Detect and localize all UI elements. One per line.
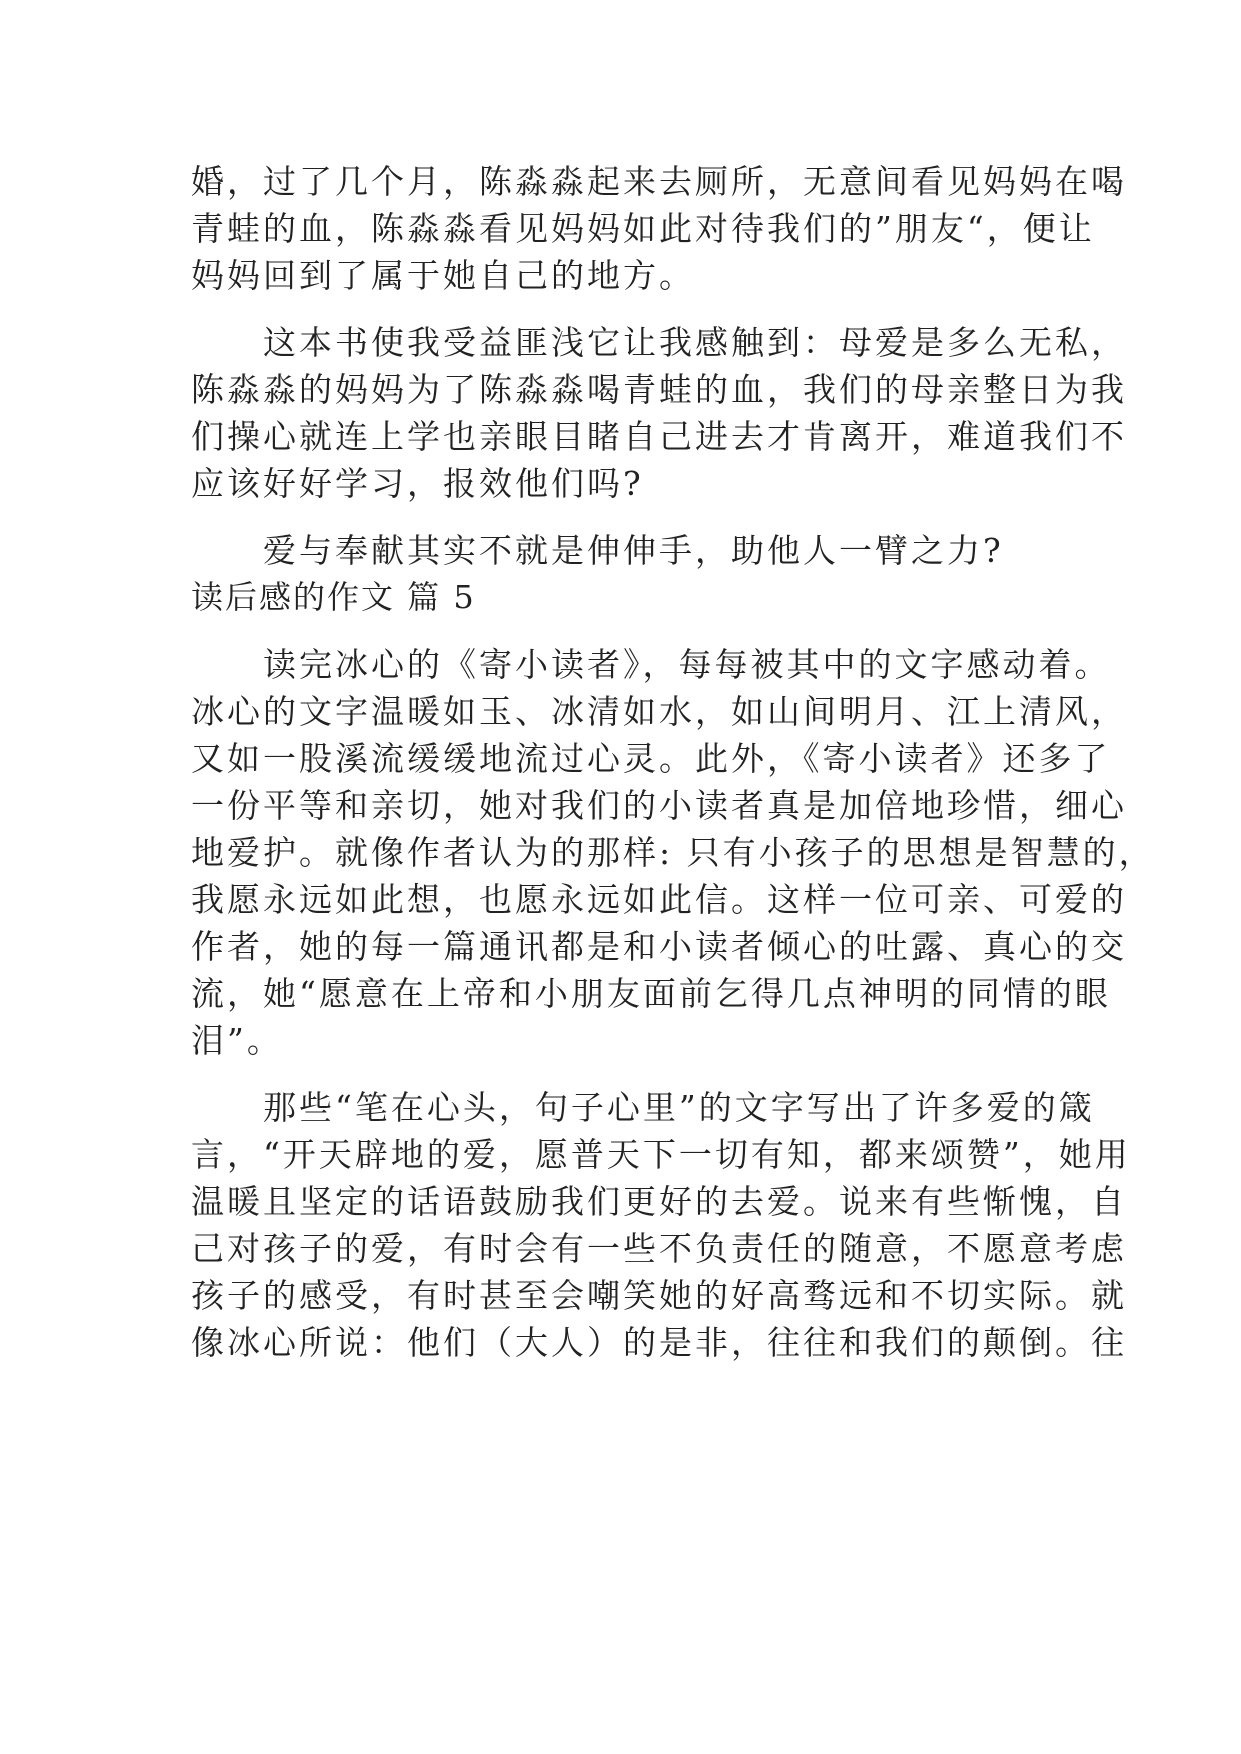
text-line: 作者，她的每一篇通讯都是和小读者倾心的吐露、真心的交 xyxy=(191,927,1127,966)
paragraph xyxy=(191,1084,1131,1366)
text-line: 流，她“愿意在上帝和小朋友面前乞得几点神明的同情的眼 xyxy=(191,974,1111,1013)
paragraph xyxy=(191,319,1127,507)
text-line: 应该好好学习，报效他们吗? xyxy=(191,464,644,503)
text-line: 这本书使我受益匪浅它让我感触到：母爱是多么无私， xyxy=(263,323,1127,362)
paragraph xyxy=(191,641,1155,1064)
paragraph xyxy=(191,158,1127,299)
text-line: 陈淼淼的妈妈为了陈淼淼喝青蛙的血，我们的母亲整日为我 xyxy=(191,370,1127,409)
section-heading xyxy=(191,574,1071,621)
text-line: 那些“笔在心头，句子心里”的文字写出了许多爱的箴 xyxy=(263,1088,1095,1127)
text-line: 己对孩子的爱，有时会有一些不负责任的随意，不愿意考虑 xyxy=(191,1229,1127,1268)
text-line: 爱与奉献其实不就是伸伸手，助他人一臂之力? xyxy=(263,531,1004,570)
text-line: 我愿永远如此想，也愿永远如此信。这样一位可亲、可爱的 xyxy=(191,880,1127,919)
text-line: 读完冰心的《寄小读者》，每每被其中的文字感动着。 xyxy=(263,645,1111,684)
text-line: 泪”。 xyxy=(191,1021,283,1060)
text-line: 婚，过了几个月，陈淼淼起来去厕所，无意间看见妈妈在喝 xyxy=(191,162,1127,201)
text-line: 孩子的感受，有时甚至会嘲笑她的好高骛远和不切实际。就 xyxy=(191,1276,1127,1315)
text-line: 冰心的文字温暖如玉、冰清如水，如山间明月、江上清风， xyxy=(191,692,1127,731)
text-line: 像冰心所说：他们（大人）的是非，往往和我们的颠倒。往 xyxy=(191,1323,1127,1362)
paragraph xyxy=(191,527,1071,574)
text-line: 妈妈回到了属于她自己的地方。 xyxy=(191,256,695,295)
text-line: 们操心就连上学也亲眼目睹自己进去才肯离开，难道我们不 xyxy=(191,417,1127,456)
text-line: 地爱护。就像作者认为的那样: 只有小孩子的思想是智慧的， xyxy=(191,833,1155,872)
text-line: 言，“开天辟地的爱，愿普天下一切有知，都来颂赞”，她用 xyxy=(191,1135,1131,1174)
text-line: 又如一股溪流缓缓地流过心灵。此外，《寄小读者》还多了 xyxy=(191,739,1111,778)
text-line: 温暖且坚定的话语鼓励我们更好的去爱。说来有些惭愧，自 xyxy=(191,1182,1127,1221)
text-line: 青蛙的血，陈淼淼看见妈妈如此对待我们的”朋友“，便让 xyxy=(191,209,1095,248)
heading-line: 读后感的作文 篇 5 xyxy=(191,578,476,616)
text-line: 一份平等和亲切，她对我们的小读者真是加倍地珍惜，细心 xyxy=(191,786,1127,825)
document-body xyxy=(191,158,1155,1366)
